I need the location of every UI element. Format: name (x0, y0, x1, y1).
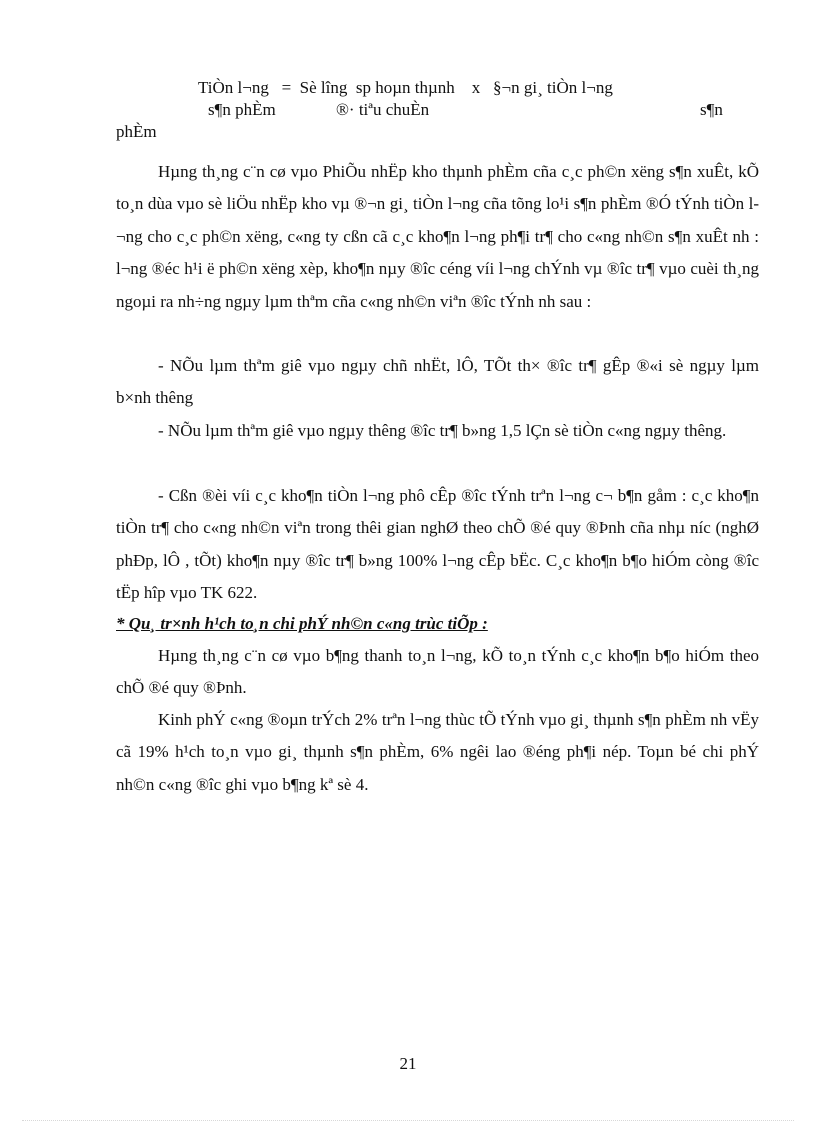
paragraph-overtime-weekday: - NÕu lµm thªm giê vµo ngµy thêng ®îc tr¶ b»ng 1,5 lÇn sè tiÒn c«ng ngµy thêng. (158, 421, 727, 440)
paragraph-salary-calculation: Hµng th¸ng c¨n cø vµo PhiÕu nhËp kho thµnh phÈm cña c¸c ph©n xëng s¶n xuÊt, kÕ to¸n dùa vµo sè liÖu nhËp kho vµ ®¬n gi¸ tiÒn l¬ng cña tõng lo¹i s¶n phÈm ®Ó tÝnh tiÒn l¬ng cho c¸c ph©n xëng, c«ng ty cßn cã c¸c kho¶n l¬ng ph¶i tr¶ cho c«ng nh©n s¶n xuÊt nh : l¬ng ®éc h¹i ë ph©n xëng xèp, kho¶n nµy ®îc céng víi l¬ng chÝnh vµ ®îc tr¶ vµo cuèi th¸ng ngoµi ra nh÷ng ngµy lµm thªm cña c«ng nh©n viªn ®îc tÝnh nh sau : (116, 162, 759, 311)
formula-line-2-left: s¶n phÈm (208, 100, 276, 119)
formula-line-2-mid: ®· tiªu chuÈn (336, 100, 430, 119)
paragraph-insurance: Hµng th¸ng c¨n cø vµo b¶ng thanh to¸n l¬ng, kÕ to¸n tÝnh c¸c kho¶n b¶o hiÓm theo chÕ ®é quy ®Þnh. (116, 646, 759, 698)
section-heading: * Qu¸ tr×nh h¹ch to¸n chi phÝ nh©n c«ng trùc tiÕp : (116, 614, 488, 633)
paragraph-overtime-holiday: - NÕu lµm thªm giê vµo ngµy chñ nhËt, lÔ, TÕt th× ®îc tr¶ gÊp ®«i sè ngµy lµm b×nh thêng (116, 356, 759, 408)
formula-line-3: phÈm (116, 122, 157, 141)
page-bottom-rule (22, 1120, 794, 1121)
paragraph-union-fee: Kinh phÝ c«ng ®oµn trÝch 2% trªn l¬ng thùc tÕ tÝnh vµo gi¸ thµnh s¶n phÈm nh vËy cã 19% h¹ch to¸n vµo gi¸ thµnh s¶n phÈm, 6% ngêi lao ®éng ph¶i nép. Toµn bé chi phÝ nh©n c«ng ®îc ghi vµo b¶ng kª sè 4. (116, 710, 759, 794)
paragraph-allowances: - Cßn ®èi víi c¸c kho¶n tiÒn l¬ng phô cÊp ®îc tÝnh trªn l¬ng c¬ b¶n gåm : c¸c kho¶n tiÒn tr¶ cho c«ng nh©n viªn trong thêi gian nghØ theo chÕ ®é quy ®Þnh cña nhµ níc (nghØ phÐp, lÔ , tÕt) kho¶n nµy ®îc tr¶ b»ng 100% l¬ng cÊp bËc. C¸c kho¶n b¶o hiÓm còng ®îc tËp hîp vµo TK 622. (116, 486, 759, 603)
page-number: 21 (399, 1054, 417, 1073)
formula-line-1: TiÒn l¬ng = Sè lîng sp hoµn thµnh x §¬n gi¸ tiÒn l¬ng (198, 78, 613, 97)
formula-line-2-right: s¶n (700, 100, 723, 119)
